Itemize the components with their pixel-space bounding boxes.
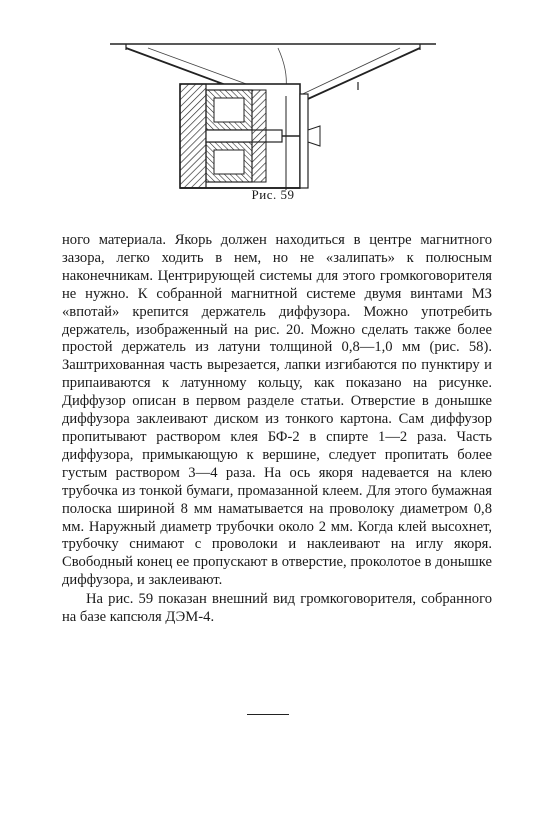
section-divider <box>247 714 289 715</box>
loudspeaker-drawing <box>108 30 438 205</box>
figure-59 <box>108 30 438 205</box>
figure-caption: Рис. 59 <box>251 187 295 202</box>
paragraph-2: На рис. 59 показан внешний вид громкоговорителя, собранного на базе капсюля ДЭМ-4. <box>62 591 492 626</box>
paragraph-1: ного материала. Якорь должен находиться в центре магнитного зазора, легко ходить в нем, но не «залипать» к полюсным наконечникам. Центрирующей системы для этого громкоговорителя не нужно. К собранной магнитной системе двумя винтами МЗ «впотай» крепится держатель диффузора. Можно употребить держатель, изображенный на рис. 20. Можно сделать также более простой держатель из латуни толщиной 0,8—1,0 мм (рис. 58). Заштрихованная часть вырезается, лапки изгибаются по пунктиру и припаиваются к латунному кольцу, как показано на рисунке. Диффузор описан в первом разделе статьи. Отверстие в донышке диффузора заклеивают диском из тонкого картона. Сам диффузор пропитывают раствором клея БФ-2 в спирте 1—2 раза. Часть диффузора, примыкающую к вершине, следует пропитать более густым раствором 3—4 раза. На ось якоря надевается на клею трубочка из тонкой бумаги, промазанной клеем. Для этого бумажная полоска шириной 8 мм наматывается на проволоку диаметром 0,8 мм. Наружный диаметр трубочки около 2 мм. Когда клей высохнет, трубочку снимают с проволоки и наклеивают на иглу якоря. Свободный конец ее пропускают в отверстие, проколотое в донышке диффузора, и заклеивают. <box>62 232 492 589</box>
body-text <box>62 232 492 627</box>
